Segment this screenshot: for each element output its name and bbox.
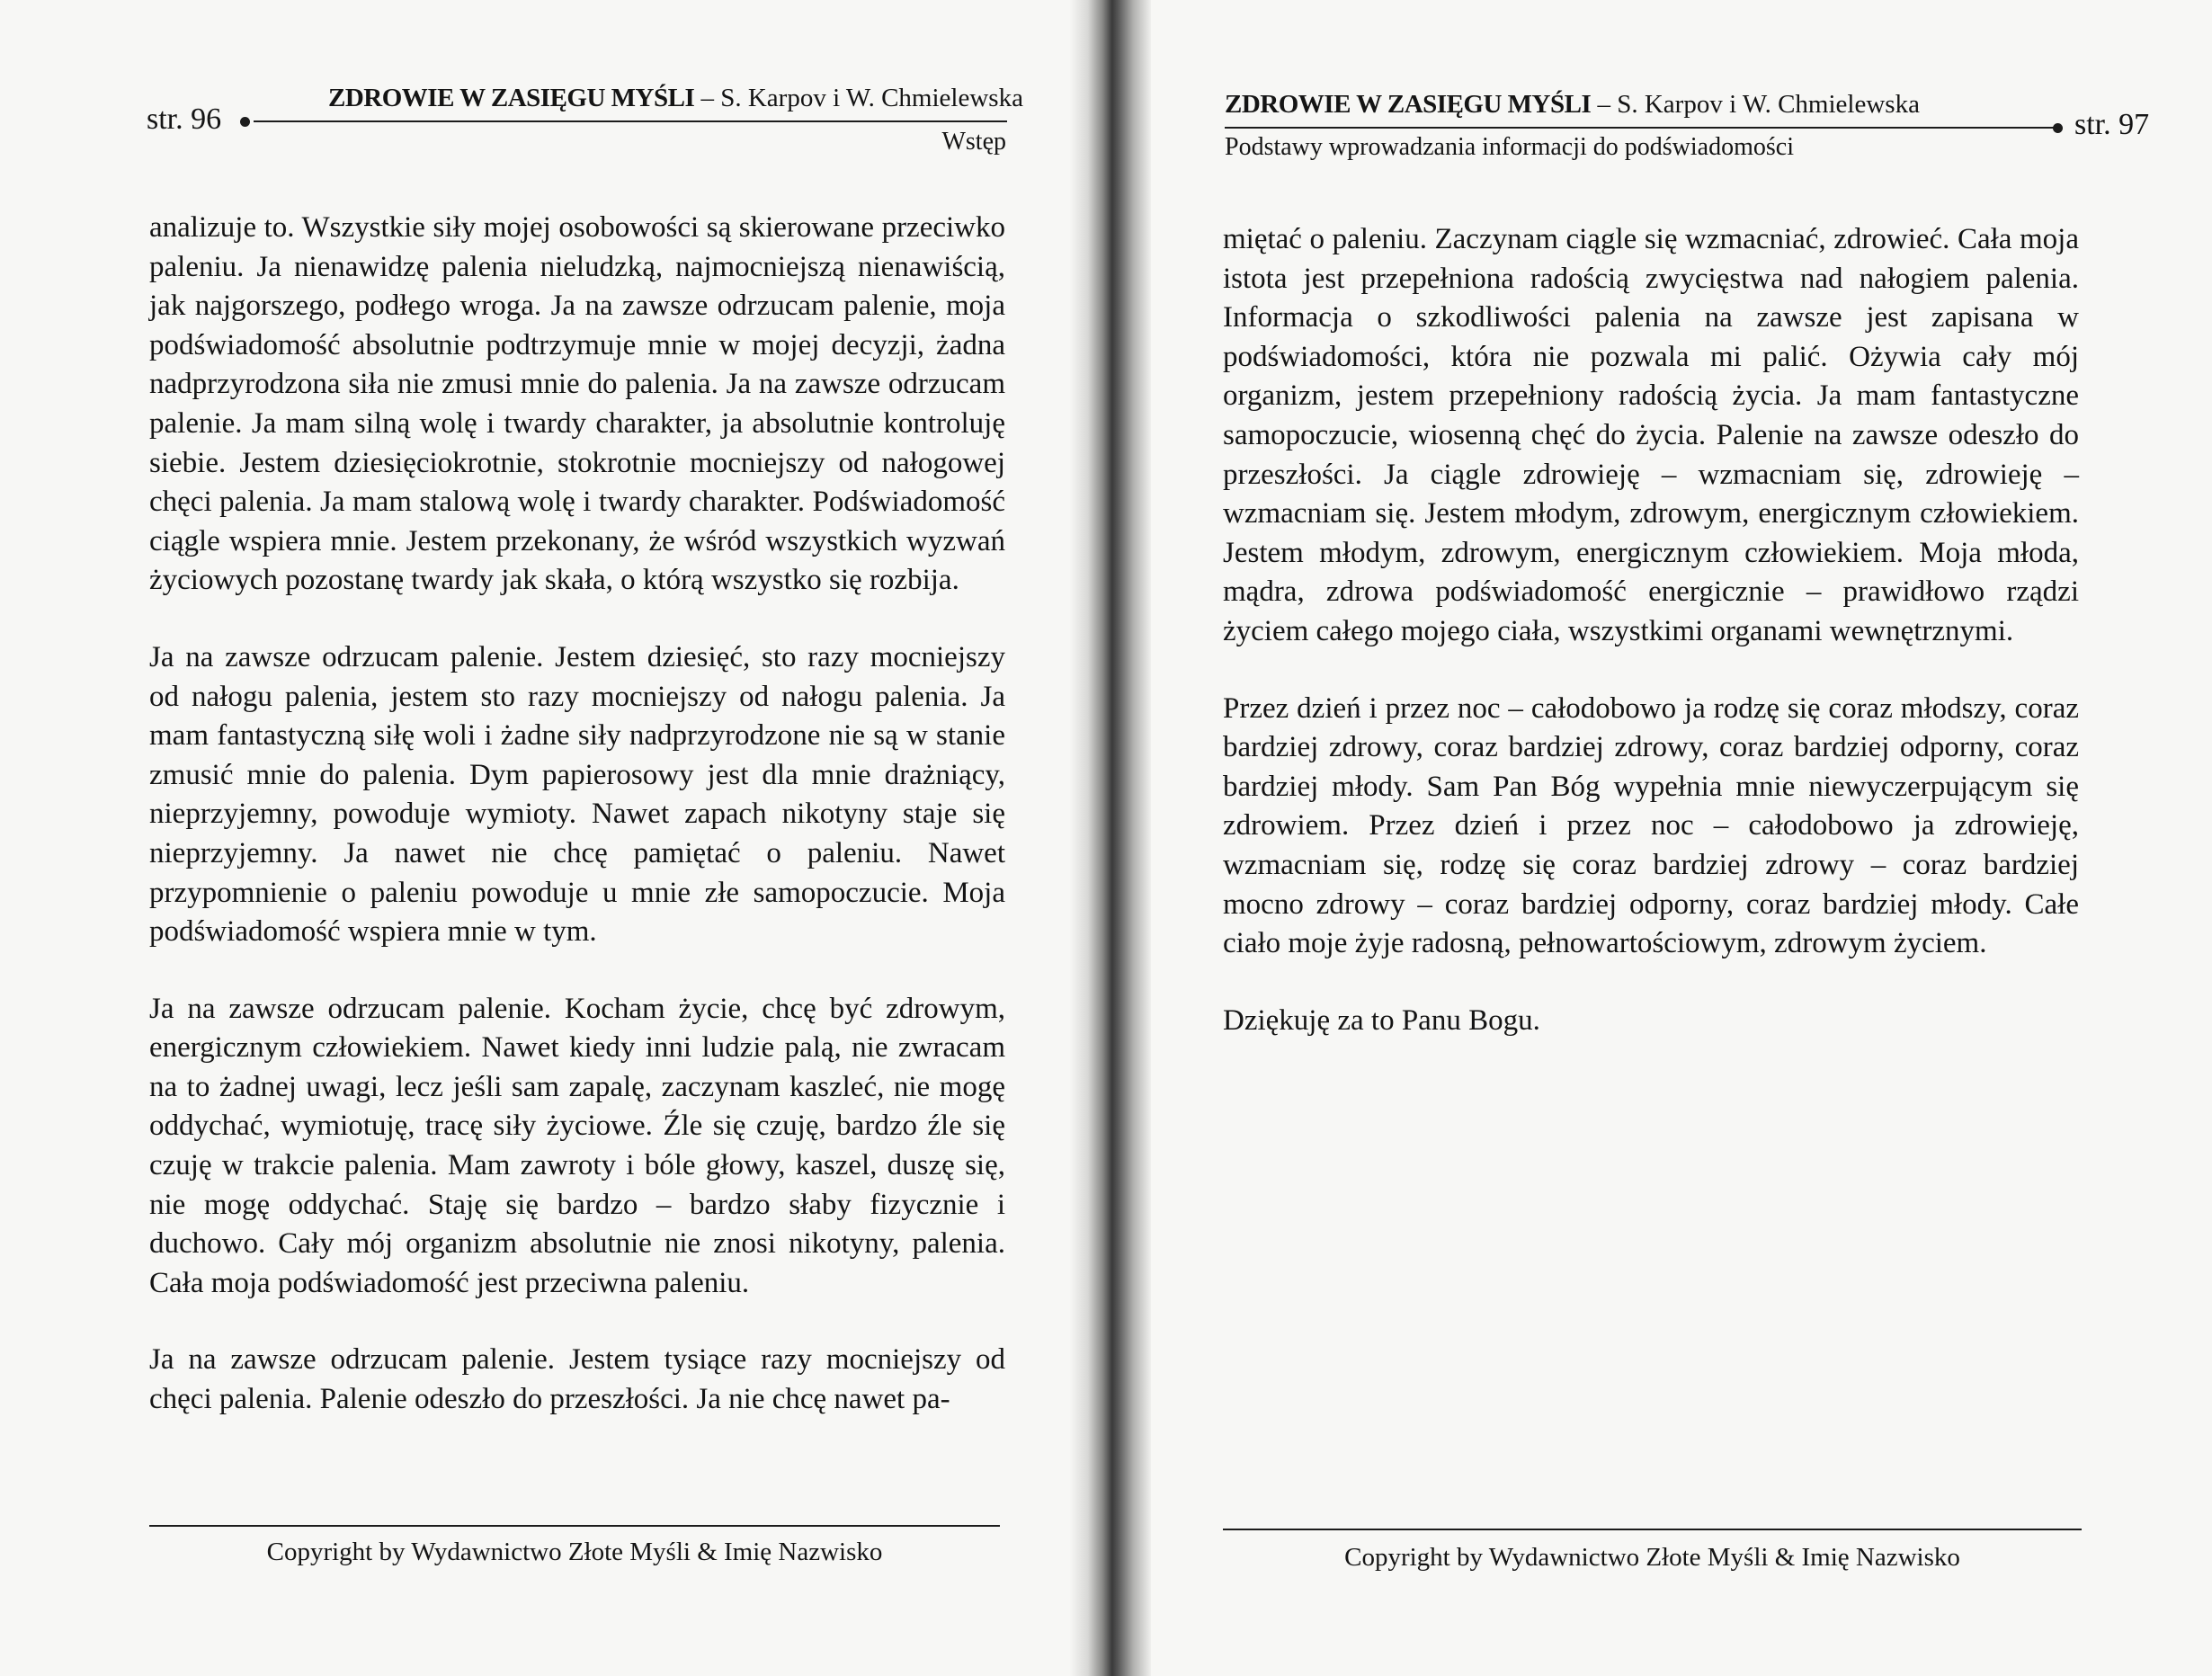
left-header-bullet	[240, 117, 250, 127]
right-page-number: str. 97	[2074, 108, 2150, 141]
left-footer-copyright: Copyright by Wydawnictwo Złote Myśli & Imię Nazwisko	[266, 1538, 883, 1566]
right-page	[1126, 0, 2212, 1676]
left-paragraph-3: Ja na zawsze odrzucam palenie. Kocham życie, chcę być zdrowym, energicznym człowiekiem. Nawet kiedy inni ludzie palą, nie zwracam na to żadnej uwagi, lecz jeśli sam zapalę, zaczynam kaszleć, nie mogę oddychać, wymiotuję, tracę siły życiowe. Źle się czuję, bardzo źle się czuję w trakcie palenia. Mam zawroty i bóle głowy, kaszel, duszę się, nie mogę oddychać. Staję się bardzo – bardzo słaby fizycznie i duchowo. Cały mój organizm absolutnie nie znosi nikotyny, palenia. Cała moja podświadomość jest przeciwna paleniu.	[149, 992, 1005, 1299]
right-header-bullet	[2053, 123, 2063, 133]
left-page	[0, 0, 1086, 1676]
right-paragraph-3: Dziękuję za to Panu Bogu.	[1223, 1003, 1540, 1037]
right-section-title: Podstawy wprowadzania informacji do podświadomości	[1225, 133, 1794, 161]
left-paragraph-1: analizuje to. Wszystkie siły mojej osobowości są skierowane przeciwko paleniu. Ja nienawidzę palenia nieludzką, najmocniejszą nienawiścią, jak najgorszego, podłego wroga. Ja na zawsze odrzucam palenie, moja podświadomość absolutnie podtrzymuje mnie w mojej decyzji, żadna nadprzyrodzona siła nie zmusi mnie do palenia. Ja na zawsze odrzucam palenie. Ja mam silną wolę i twardy charakter, ja absolutnie kontroluję siebie. Jestem dziesięciokrotnie, stokrotnie mocniejszy od nałogowej chęci palenia. Ja mam stalową wolę i twardy charakter. Podświadomość ciągle wspiera mnie. Jestem przekonany, że wśród wszystkich wyzwań życiowych pozostanę twardy jak skała, o którą wszystko się rozbija.	[149, 211, 1005, 597]
left-header-rule	[254, 120, 1007, 122]
left-section-title: Wstęp	[941, 128, 1006, 156]
right-footer-copyright: Copyright by Wydawnictwo Złote Myśli & Imię Nazwisko	[1344, 1543, 1960, 1572]
right-body-text	[1223, 220, 2079, 1040]
right-header-title-bold: ZDROWIE W ZASIĘGU MYŚLI	[1225, 90, 1592, 119]
left-header-title	[328, 84, 1023, 113]
left-paragraph-4: Ja na zawsze odrzucam palenie. Jestem tysiące razy mocniejszy od chęci palenia. Palenie odeszło do przeszłości. Ja nie chcę nawet pa-	[149, 1343, 1005, 1416]
right-footer-rule	[1223, 1529, 2082, 1530]
book-gutter-shadow	[1070, 0, 1151, 1676]
left-paragraph-2: Ja na zawsze odrzucam palenie. Jestem dziesięć, sto razy mocniejszy od nałogu palenia, jestem sto razy mocniejszy od nałogu palenia. Ja mam fantastyczną siłę woli i żadne siły nadprzyrodzone nie są w stanie zmusić mnie do palenia. Dym papierosowy jest dla mnie drażniący, nieprzyjemny, powoduje wymioty. Nawet zapach nikotyny staje się nieprzyjemny. Ja nawet nie chcę pamiętać o paleniu. Nawet przypomnienie o paleniu powoduje u mnie złe samopoczucie. Moja podświadomość wspiera mnie w tym.	[149, 640, 1005, 949]
right-header-title	[1225, 90, 1920, 120]
left-header-title-rest: – S. Karpov i W. Chmielewska	[694, 84, 1023, 112]
right-header-rule	[1225, 127, 2057, 129]
right-paragraph-1: miętać o paleniu. Zaczynam ciągle się wzmacniać, zdrowieć. Cała moja istota jest przepełniona radością zwycięstwa nad nałogiem palenia. Informacja o szkodliwości palenia na zawsze jest zapisana w podświadomości, która nie pozwala mi palić. Ożywia cały mój organizm, jestem przepełniony radością życia. Ja mam fantastyczne samopoczucie, wiosenną chęć do życia. Palenie na zawsze odeszło do przeszłości. Ja ciągle zdrowieję – wzmacniam się, zdrowieję – wzmacniam się. Jestem młodym, zdrowym, energicznym człowiekiem. Jestem młodym, zdrowym, energicznym człowiekiem. Moja młoda, mądra, zdrowa podświadomość energicznie – prawidłowo rządzi życiem całego mojego ciała, wszystkimi organami wewnętrznymi.	[1223, 223, 2079, 647]
left-header-title-bold: ZDROWIE W ZASIĘGU MYŚLI	[328, 84, 695, 112]
left-page-number: str. 96	[147, 103, 222, 136]
right-paragraph-2: Przez dzień i przez noc – całodobowo ja rodzę się coraz młodszy, coraz bardziej zdrowy, coraz bardziej zdrowy, coraz bardziej odporny, coraz bardziej młody. Sam Pan Bóg wypełnia mnie niewyczerpującym się zdrowiem. Przez dzień i przez noc – całodobowo ja zdrowieję, wzmacniam się, rodzę się coraz bardziej zdrowy – coraz bardziej mocno zdrowy – coraz bardziej odporny, coraz bardziej młody. Całe ciało moje żyje radosną, pełnowartościowym, zdrowym życiem.	[1223, 691, 2079, 960]
left-footer-rule	[149, 1525, 1000, 1527]
left-body-text	[149, 209, 1005, 1420]
right-header-title-rest: – S. Karpov i W. Chmielewska	[1591, 90, 1920, 119]
